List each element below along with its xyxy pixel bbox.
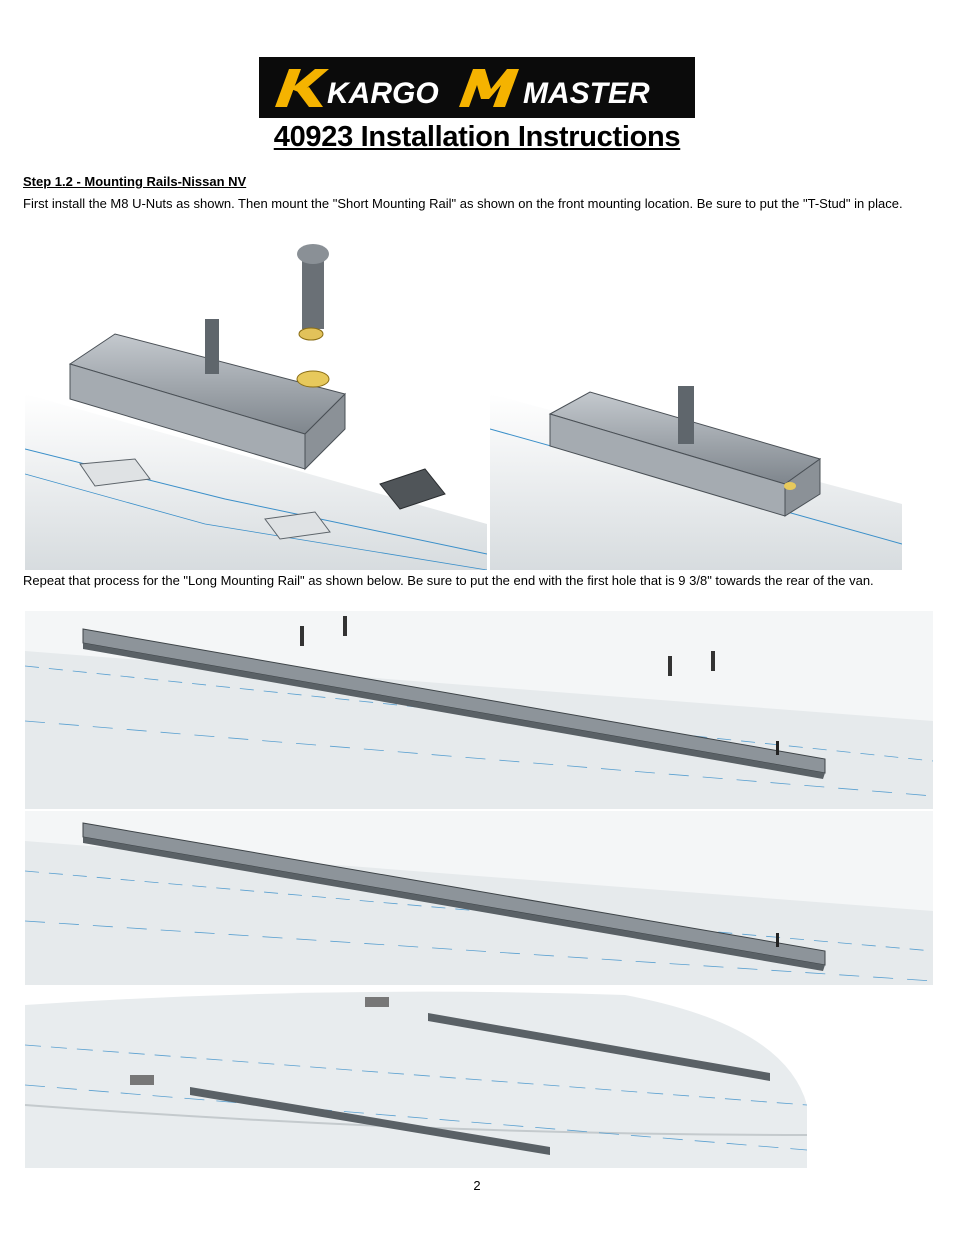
figure-van-roof-rails [25,985,807,1168]
page-title: 40923 Installation Instructions [273,121,681,153]
logo-text-master: MASTER [523,76,650,110]
kargomaster-logo [259,57,695,118]
step-heading: Step 1.2 - Mounting Rails-Nissan NV [23,174,247,189]
kargomaster-logo-graphic [267,63,687,113]
figure-short-rail-assembled [490,254,902,570]
page-number: 2 [473,1178,481,1193]
figure-long-rail-assembled [25,811,933,985]
instruction-paragraph-2: Repeat that process for the "Long Mounting Rail" as shown below. Be sure to put the end with the first hole that is 9 3/8" towards the rear of the van. [23,573,874,588]
logo-text-kargo: KARGO [327,76,439,110]
instruction-paragraph-1: First install the M8 U-Nuts as shown. Then mount the "Short Mounting Rail" as shown on the front mounting location. Be sure to put the "T-Stud" in place. [23,196,903,211]
figure-long-rail-exploded [25,611,933,809]
figure-short-rail-exploded [25,234,487,570]
